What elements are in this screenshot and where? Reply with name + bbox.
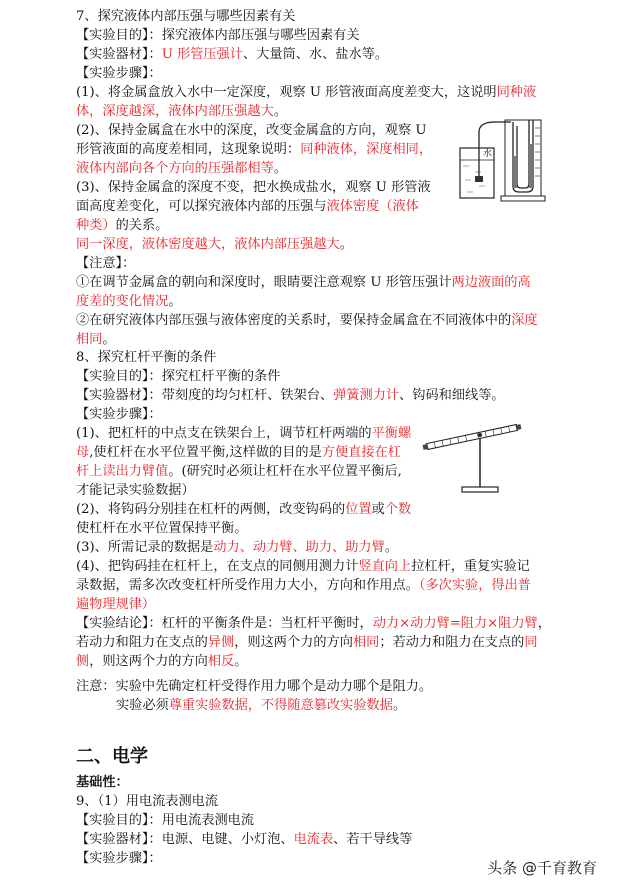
s9-steps-heading: 【实验步骤】： <box>76 851 162 866</box>
water-label: 水 <box>483 149 493 159</box>
s8-step1-line4: 才能记录实验数据） <box>76 483 195 498</box>
s7-note1-line1: ①在调节金属盒的朝向和深度时，眼睛要注意观察 U 形管压强计两边液面的高 <box>76 275 531 290</box>
s8-equipment: 【实验器材】：带刻度的均匀杠杆、铁架台、弹簧测力计、钩码和细线等。 <box>76 388 505 403</box>
s8-conclusion-line3: 侧，则这两个力的方向相反。 <box>76 654 248 669</box>
s7-step3-line1: (3)、保持金属盒的深度不变，把水换成盐水，观察 U 形管液 <box>76 180 431 195</box>
watermark-text: 头条 @千育教育 <box>487 859 597 877</box>
s9-equipment: 【实验器材】：电源、电键、小灯泡、电流表、若干导线等 <box>76 832 413 847</box>
s7-step3-line3: 种类）的关系。 <box>76 218 169 233</box>
u-tube-manometer-figure <box>455 114 555 204</box>
s8-conclusion-line1: 【实验结论】：杠杆的平衡条件是：当杠杆平衡时，动力×动力臂=阻力×阻力臂， <box>76 616 551 631</box>
s8-step3: (3)、所需记录的数据是动力、动力臂、助力、助力臂。 <box>76 540 398 555</box>
s7-title: 7、探究液体内部压强与哪些因素有关 <box>76 9 296 24</box>
s7-step1-line1: (1)、将金属盒放入水中一定深度，观察 U 形管液面高度差变大，这说明同种液 <box>76 85 537 100</box>
s8-purpose: 【实验目的】：探究杠杆平衡的条件 <box>76 369 281 384</box>
s9-basic-label: 基础性： <box>76 775 129 790</box>
s8-step4-line1: (4)、把钩码挂在杠杆上，在支点的同侧用测力计竖直向上拉杠杆，重复实验记 <box>76 559 530 574</box>
s8-step1-line1: (1)、把杠杆的中点支在铁架台上，调节杠杆两端的平衡螺 <box>76 426 412 441</box>
s8-caution-line2: 实验必须尊重实验数据，不得随意篡改实验数据。 <box>116 698 407 713</box>
s8-steps-heading: 【实验步骤】： <box>76 407 162 422</box>
s7-note1-line2: 度差的变化情况。 <box>76 294 182 309</box>
s7-note-heading: 【注意】： <box>76 256 136 271</box>
s9-title: 9、（1）用电流表测电流 <box>76 794 219 809</box>
s7-step2-line2: 形管液面的高度差相同，这现象说明：同种液体，深度相同， <box>76 142 433 157</box>
s8-caution-line1: 注意：实验中先确定杠杆受得作用力哪个是动力哪个是阻力。 <box>76 679 433 694</box>
s7-equipment: 【实验器材】：U 形管压强计、大量筒、水、盐水等。 <box>76 47 389 62</box>
s7-step2-line3: 液体内部向各个方向的压强都相等。 <box>76 161 287 176</box>
s8-step1-line2: 母,使杠杆在水平位置平衡,这样做的目的是方便直接在杠 <box>76 445 401 460</box>
s7-steps-heading: 【实验步骤】： <box>76 66 162 81</box>
s9-purpose: 【实验目的】：用电流表测电流 <box>76 813 255 828</box>
s7-note2-line2: 相同。 <box>76 332 116 347</box>
s7-purpose: 【实验目的】：探究液体内部压强与哪些因素有关 <box>76 28 360 43</box>
s8-step1-line3: 杆上读出力臂值。(研究时必须让杠杆在水平位置平衡后, <box>76 464 402 479</box>
s8-title: 8、探究杠杆平衡的条件 <box>76 350 217 365</box>
s7-conclusion: 同一深度，液体密度越大，液体内部压强越大。 <box>76 237 353 252</box>
s8-step2-line2: 使杠杆在水平位置保持平衡。 <box>76 521 248 536</box>
s8-conclusion-line2: 若动力和阻力在支点的异侧，则这两个力的方向相同；若动力和阻力在支点的同 <box>76 635 538 650</box>
s8-step4-line3: 遍物理规律） <box>76 597 156 612</box>
lever-stand-figure <box>420 405 525 495</box>
s7-note2-line1: ②在研究液体内部压强与液体密度的关系时，要保持金属盒在不同液体中的深度 <box>76 313 538 328</box>
s8-step4-line2: 录数据，需多次改变杠杆所受作用力大小，方向和作用点。（多次实验，得出普 <box>76 578 531 593</box>
s7-step2-line1: (2)、保持金属盒在水中的深度，改变金属盒的方向，观察 U <box>76 123 427 138</box>
s8-step2-line1: (2)、将钩码分别挂在杠杆的两侧，改变钩码的位置或个数 <box>76 502 412 517</box>
watermark <box>487 857 597 878</box>
s7-step1-line2: 体，深度越深，液体内部压强越大。 <box>76 104 287 119</box>
s7-step3-line2: 面高度差变化，可以探究液体内部的压强与液体密度（液体 <box>76 199 419 214</box>
section-heading-electricity: 二、电学 <box>76 746 148 767</box>
